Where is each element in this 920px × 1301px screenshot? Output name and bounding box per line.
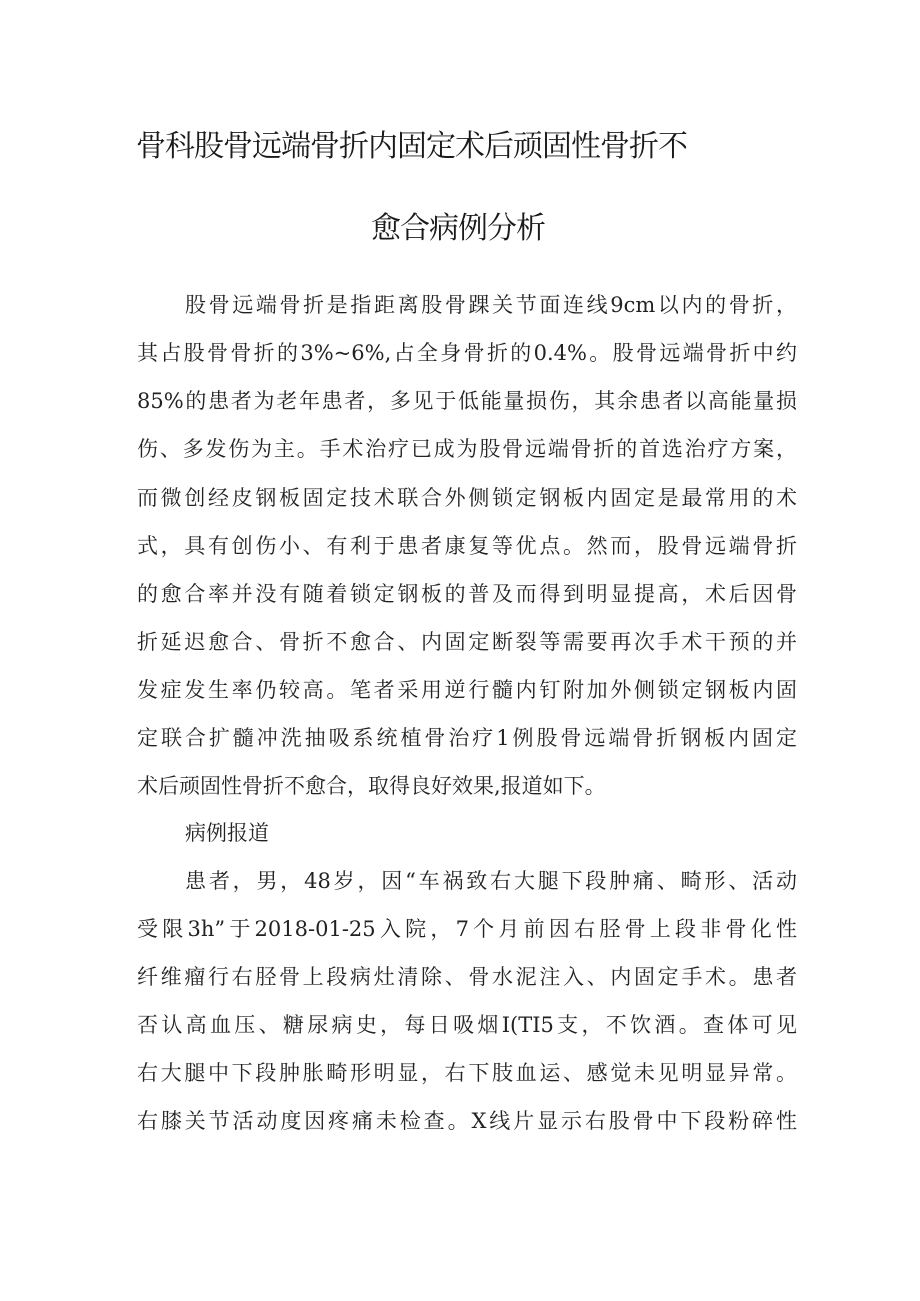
case-paragraph-line: 受限3h”于2018-01-25入院，7个月前因右胫骨上段非骨化性 — [137, 917, 797, 941]
intro-paragraph-line: 定联合扩髓冲洗抽吸系统植骨治疗1例股骨远端骨折钢板内固定 — [137, 726, 797, 750]
intro-paragraph-line: 其占股骨骨折的3%~6%,占全身骨折的0.4%。股骨远端骨折中约 — [137, 341, 797, 365]
intro-paragraph-line: 股骨远端骨折是指距离股骨踝关节面连线9cm以内的骨折， — [185, 293, 797, 317]
case-paragraph-line: 纤维瘤行右胫骨上段病灶清除、骨水泥注入、内固定手术。患者 — [137, 965, 797, 989]
intro-paragraph-line: 折延迟愈合、骨折不愈合、内固定断裂等需要再次手术干预的并 — [137, 630, 797, 654]
intro-paragraph-line: 85%的患者为老年患者，多见于低能量损伤，其余患者以高能量损 — [137, 389, 797, 413]
intro-paragraph-line: 伤、多发伤为主。手术治疗已成为股骨远端骨折的首选治疗方案， — [137, 437, 797, 461]
intro-paragraph-line: 的愈合率并没有随着锁定钢板的普及而得到明显提高，术后因骨 — [137, 582, 797, 606]
document-title-line-2: 愈合病例分析 — [371, 211, 545, 246]
intro-paragraph-line: 术后顽固性骨折不愈合，取得良好效果,报道如下。 — [137, 774, 606, 798]
intro-paragraph-line: 式，具有创伤小、有利于患者康复等优点。然而，股骨远端骨折 — [137, 534, 797, 558]
intro-paragraph-line: 而微创经皮钢板固定技术联合外侧锁定钢板内固定是最常用的术 — [137, 486, 797, 510]
document-title-line-1: 骨科股骨远端骨折内固定术后顽固性骨折不 — [136, 129, 687, 164]
case-paragraph-line: 右膝关节活动度因疼痛未检查。X线片显示右股骨中下段粉碎性 — [137, 1109, 797, 1133]
case-paragraph-line: 患者，男，48岁，因“车祸致右大腿下段肿痛、畸形、活动 — [185, 869, 797, 893]
intro-paragraph-line: 发症发生率仍较高。笔者采用逆行髓内钉附加外侧锁定钢板内固 — [137, 678, 797, 702]
case-paragraph-line: 右大腿中下段肿胀畸形明显，右下肢血运、感觉未见明显异常。 — [137, 1061, 797, 1085]
case-paragraph-line: 否认高血压、糖尿病史，每日吸烟I(TI5支，不饮酒。查体可见 — [137, 1013, 797, 1037]
section-heading: 病例报道 — [185, 821, 269, 845]
